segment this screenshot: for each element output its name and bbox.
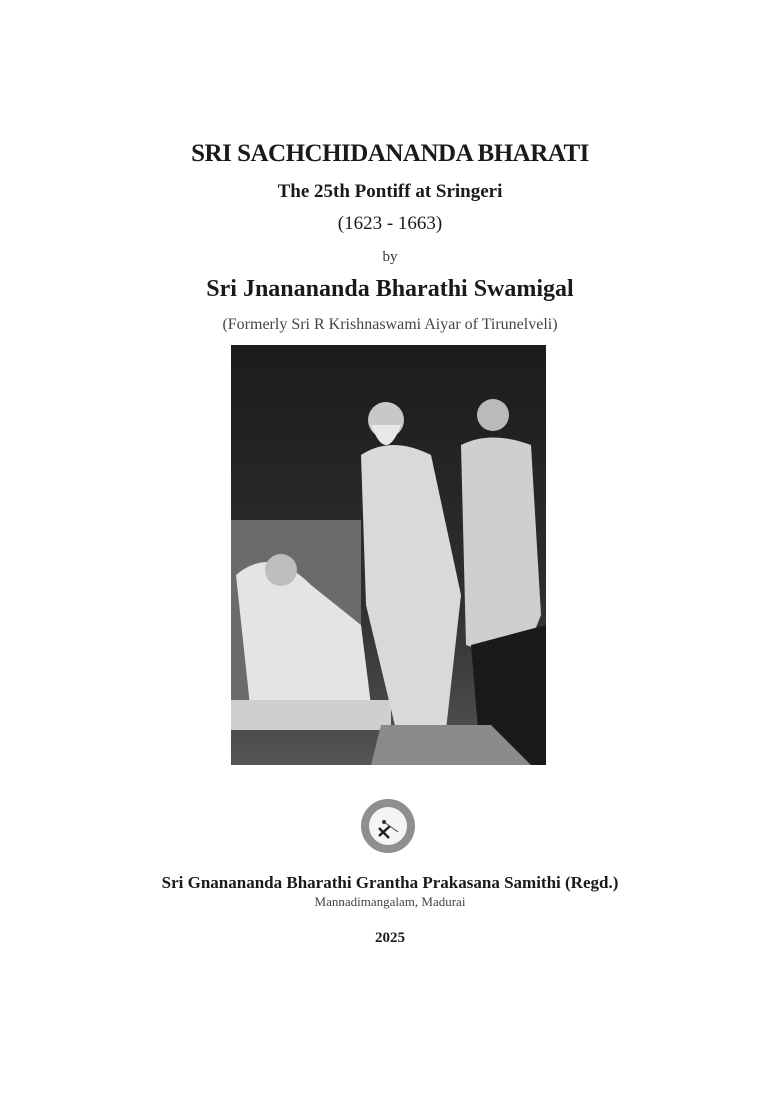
author-name: Sri Jnanananda Bharathi Swamigal [206,276,574,302]
by-label: by [382,249,398,265]
publisher-seal-logo [360,798,416,854]
publication-year: 2025 [375,930,405,946]
book-subtitle: The 25th Pontiff at Sringeri [277,181,503,202]
photograph [231,345,546,765]
years: (1623 - 1663) [337,213,443,234]
publisher-name: Sri Gnanananda Bharathi Grantha Prakasana Samithi (Regd.) [161,873,619,892]
author-former-name: (Formerly Sri R Krishnaswami Aiyar of Tirunelveli) [222,316,558,333]
publisher-place: Mannadimangalam, Madurai [314,894,466,909]
book-title: SRI SACHCHIDANANDA BHARATI [191,140,589,167]
